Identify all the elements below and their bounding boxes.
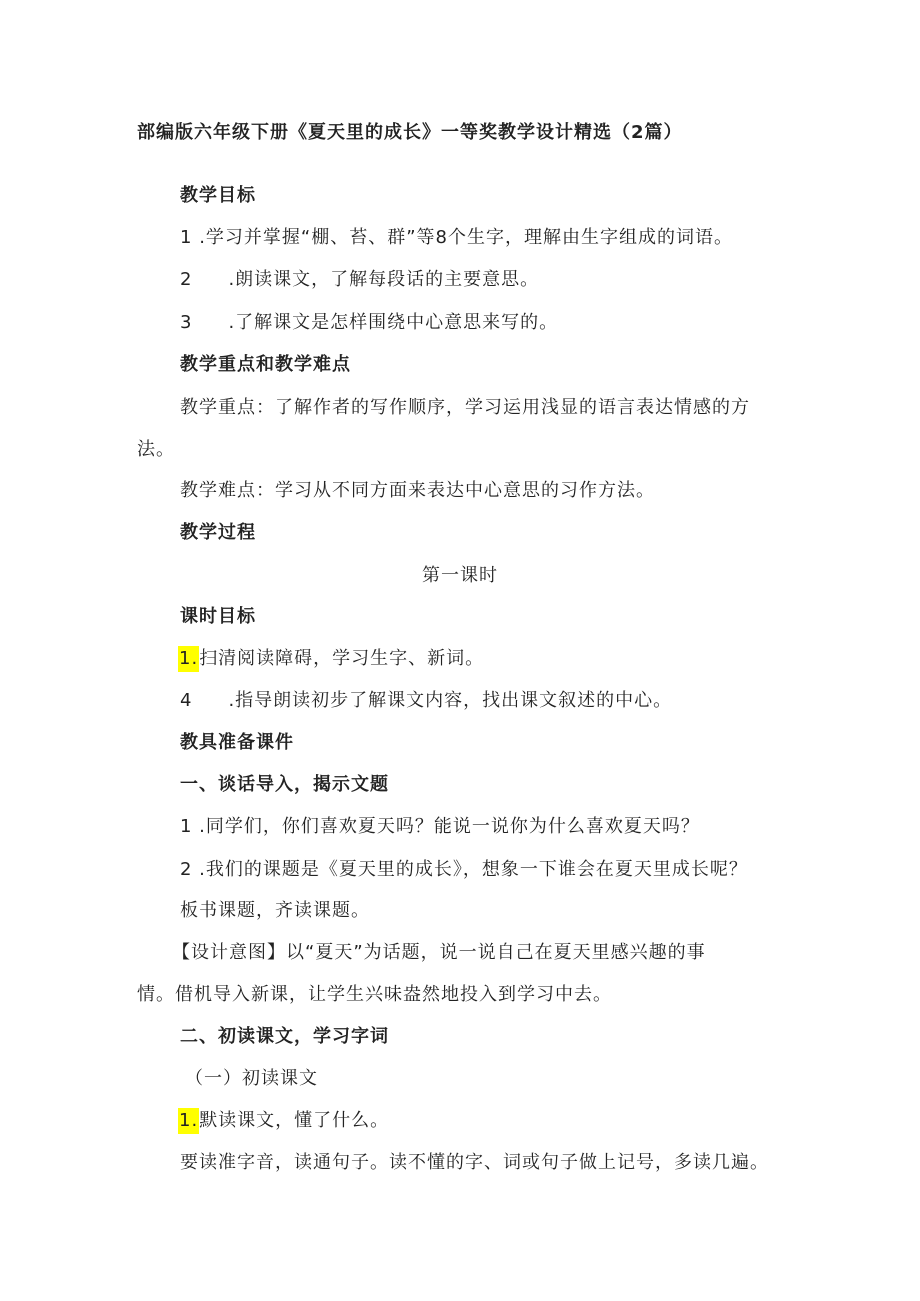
- key-point-line-2: 法。: [137, 439, 175, 460]
- lesson-goal-text: .指导朗读初步了解课文内容，找出课文叙述的中心。: [228, 690, 673, 711]
- heading-teaching-goals: 教学目标: [180, 185, 256, 206]
- goal-item-1: [180, 225, 733, 251]
- section1-item-1: 1 .同学们，你们喜欢夏天吗？能说一说你为什么喜欢夏天吗？: [180, 816, 700, 837]
- section1-item-3: 板书课题，齐读课题。: [180, 900, 370, 921]
- highlighted-number: 1.: [178, 646, 199, 672]
- goal-text: .了解课文是怎样围绕中心意思来写的。: [228, 312, 559, 333]
- goal-number: 3: [180, 312, 193, 333]
- goal-item-3: [180, 310, 558, 336]
- heading-teaching-tools: 教具准备课件: [180, 732, 294, 753]
- lesson-goal-number: 4: [180, 690, 193, 711]
- lesson-title: 第一课时: [422, 565, 498, 586]
- heading-lesson-goals: 课时目标: [180, 606, 256, 627]
- heading-section-1: 一、谈话导入，揭示文题: [180, 774, 389, 795]
- heading-key-difficult: 教学重点和教学难点: [180, 354, 351, 375]
- goal-item-2: [180, 267, 539, 293]
- lesson-goal-2: [180, 688, 672, 714]
- goal-number: 1: [180, 227, 193, 248]
- goal-number: 2: [180, 269, 193, 290]
- subheading-first-reading: （一）初读课文: [185, 1068, 318, 1089]
- goal-text: .朗读课文，了解每段话的主要意思。: [228, 269, 540, 290]
- goal-text: .学习并掌握“棚、苔、群”等8个生字，理解由生字组成的词语。: [199, 227, 734, 248]
- lesson-goal-text: 扫清阅读障碍，学习生字、新词。: [199, 648, 485, 669]
- heading-teaching-process: 教学过程: [180, 522, 256, 543]
- heading-section-2: 二、初读课文，学习字词: [180, 1026, 389, 1047]
- highlighted-number: 1.: [178, 1108, 199, 1134]
- section2-item-text: 默读课文，懂了什么。: [199, 1110, 390, 1131]
- section2-item-1: [178, 1108, 389, 1134]
- section1-item-2: 2 .我们的课题是《夏天里的成长》，想象一下谁会在夏天里成长呢？: [180, 859, 748, 880]
- design-intent-line-1: 【设计意图】以“夏天”为话题，说一说自己在夏天里感兴趣的事: [172, 942, 706, 963]
- document-title: 部编版六年级下册《夏天里的成长》一等奖教学设计精选（2篇）: [137, 122, 683, 143]
- section2-item-2: 要读准字音，读通句子。读不懂的字、词或句子做上记号，多读几遍。: [180, 1152, 769, 1173]
- design-intent-line-2: 情。借机导入新课，让学生兴味盎然地投入到学习中去。: [137, 984, 612, 1005]
- key-point-line-1: 教学重点：了解作者的写作顺序，学习运用浅显的语言表达情感的方: [180, 397, 750, 418]
- lesson-goal-1: [178, 646, 484, 672]
- difficulty-text: 教学难点：学习从不同方面来表达中心意思的习作方法。: [180, 480, 655, 501]
